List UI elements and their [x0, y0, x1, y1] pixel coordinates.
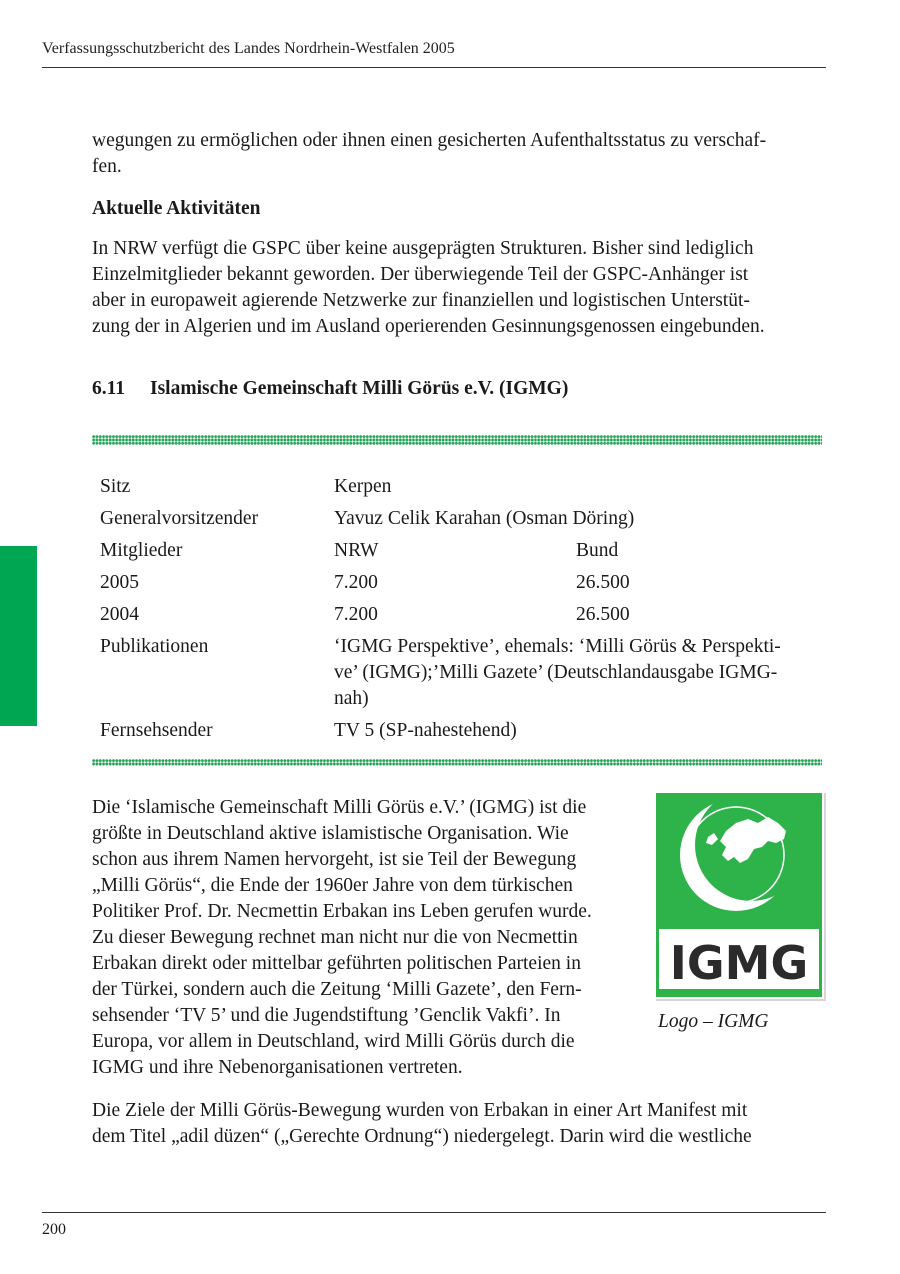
page-number: 200: [42, 1221, 66, 1238]
row-value: TV 5 (SP-nahestehend): [334, 720, 517, 741]
row-label: Generalvorsitzender: [100, 508, 259, 529]
row-year: 2005: [100, 572, 139, 593]
running-title: Verfassungsschutzbericht des Landes Nordrhein-Westfalen 2005: [42, 40, 455, 57]
closing-paragraph: [92, 1098, 827, 1150]
dotted-separator-bottom: [92, 759, 822, 766]
text-line: wegungen zu ermöglichen oder ihnen einen gesicherten Aufenthaltsstatus zu verschaf-: [92, 130, 767, 151]
section-title: Islamische Gemeinschaft Milli Görüs e.V. (IGMG): [150, 378, 569, 399]
dotted-separator-top: [92, 435, 822, 445]
igmg-logo-graphic: [656, 793, 822, 997]
text-line: fen.: [92, 156, 122, 177]
text-line: dem Titel „adil düzen“ („Gerechte Ordnung“) niedergelegt. Darin wird die westliche: [92, 1126, 752, 1147]
row-nrw-count: 7.200: [334, 604, 378, 625]
text-line: Erbakan direkt oder mittelbar geführten politischen Parteien in: [92, 953, 581, 974]
text-line: Europa, vor allem in Deutschland, wird Milli Görüs durch die: [92, 1031, 575, 1052]
igmg-logo: [656, 793, 826, 1001]
text-line: größte in Deutschland aktive islamistische Organisation. Wie: [92, 823, 569, 844]
activities-heading: Aktuelle Aktivitäten: [92, 198, 261, 219]
row-year: 2004: [100, 604, 139, 625]
row-label: Fernsehsender: [100, 720, 213, 741]
row-nrw-count: 7.200: [334, 572, 378, 593]
activities-paragraph: [92, 236, 827, 340]
section-number: 6.11: [92, 378, 126, 399]
text-line: aber in europaweit agierende Netzwerke zur finanziellen und logistischen Unterstüt-: [92, 290, 750, 311]
logo-wordmark: IGMG: [669, 936, 809, 990]
text-line: sehsender ‘TV 5’ und die Jugendstiftung ’Genclik Vakfi’. In: [92, 1005, 561, 1026]
row-label: Publikationen: [100, 636, 209, 657]
header-rule: [42, 67, 826, 68]
column-header-bund: Bund: [576, 540, 619, 561]
text-line: „Milli Görüs“, die Ende der 1960er Jahre von dem türkischen: [92, 875, 573, 896]
row-value-line: nah): [334, 688, 369, 709]
text-line: IGMG und ihre Nebenorganisationen vertreten.: [92, 1057, 463, 1078]
section-heading: [92, 378, 568, 400]
row-value-line: ‘IGMG Perspektive’, ehemals: ‘Milli Görüs & Perspekti-: [334, 636, 781, 657]
text-line: Die Ziele der Milli Görüs-Bewegung wurden von Erbakan in einer Art Manifest mit: [92, 1100, 748, 1121]
text-line: Die ‘Islamische Gemeinschaft Milli Görüs e.V.’ (IGMG) ist die: [92, 797, 587, 818]
text-line: Zu dieser Bewegung rechnet man nicht nur die von Necmettin: [92, 927, 578, 948]
row-label: Sitz: [100, 476, 131, 497]
text-line: In NRW verfügt die GSPC über keine ausgeprägten Strukturen. Bisher sind lediglich: [92, 238, 754, 259]
row-value: Kerpen: [334, 476, 392, 497]
description-paragraph: [92, 795, 652, 1081]
row-value-line: ve’ (IGMG);’Milli Gazete’ (Deutschlandausgabe IGMG-: [334, 662, 778, 683]
text-line: zung der in Algerien und im Ausland operierenden Gesinnungsgenossen eingebunden.: [92, 316, 765, 337]
column-header-nrw: NRW: [334, 540, 379, 561]
row-bund-count: 26.500: [576, 604, 630, 625]
text-line: Einzelmitglieder bekannt geworden. Der überwiegende Teil der GSPC-Anhänger ist: [92, 264, 749, 285]
footer-rule: [42, 1212, 826, 1213]
row-label: Mitglieder: [100, 540, 183, 561]
row-value: Yavuz Celik Karahan (Osman Döring): [334, 508, 635, 529]
intro-paragraph: [92, 128, 827, 180]
logo-caption: Logo – IGMG: [658, 1011, 769, 1032]
text-line: der Türkei, sondern auch die Zeitung ‘Milli Gazete’, den Fern-: [92, 979, 582, 1000]
text-line: schon aus ihrem Namen hervorgeht, ist sie Teil der Bewegung: [92, 849, 577, 870]
row-bund-count: 26.500: [576, 572, 630, 593]
chapter-marker-tab: [0, 546, 37, 726]
text-line: Politiker Prof. Dr. Necmettin Erbakan ins Leben gerufen wurde.: [92, 901, 592, 922]
